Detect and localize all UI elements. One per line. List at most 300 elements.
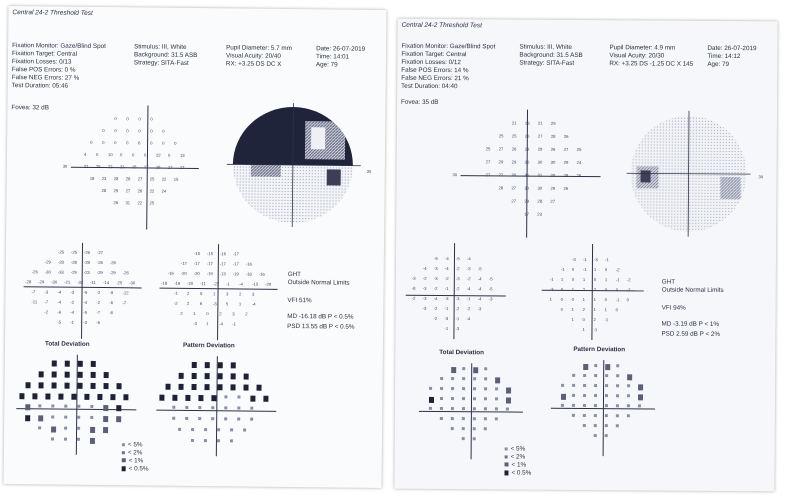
total-deviation-grid	[403, 255, 508, 340]
grid-value: -7	[122, 300, 127, 306]
grid-value: 13	[179, 152, 185, 158]
probability-symbol	[218, 384, 223, 390]
probability-symbol	[462, 397, 465, 400]
grid-value: 5	[199, 291, 203, 297]
stimulus: Stimulus: III, White	[519, 43, 572, 51]
grid-value: 1	[193, 310, 196, 317]
probability-symbol	[71, 394, 76, 400]
grid-value: -5	[488, 286, 493, 292]
grid-value: 27	[537, 133, 543, 139]
grid-value: -5	[477, 266, 482, 272]
grid-value: 2	[245, 311, 248, 317]
grid-value: -27	[96, 249, 104, 256]
probability-symbol	[583, 424, 586, 427]
grid-value: 0	[150, 128, 153, 134]
grid-value: 28	[125, 176, 131, 182]
grid-value: -16	[245, 261, 252, 267]
probability-symbol	[90, 438, 95, 444]
grid-value: -2	[44, 309, 49, 315]
probability-symbol	[484, 407, 487, 410]
probability-symbol	[217, 428, 220, 431]
probability-symbol	[462, 407, 465, 410]
grid-value: -2	[70, 299, 75, 305]
grid-value: -4	[477, 276, 482, 282]
probability-symbol	[91, 383, 96, 389]
probability-symbol	[64, 438, 67, 441]
probability-symbol	[594, 434, 597, 437]
grid-value: -20	[180, 270, 187, 276]
probability-symbol	[97, 394, 102, 400]
grid-value: 21	[511, 120, 517, 126]
probability-symbol	[583, 374, 586, 377]
grid-value: -3	[571, 256, 576, 262]
grid-value: -25	[116, 280, 123, 286]
grid-value: 0	[150, 116, 153, 122]
grid-value: 26	[137, 188, 143, 194]
grid-value: -4	[466, 256, 471, 262]
grid-value: 2	[582, 286, 586, 292]
test-duration: Test Duration: 04:40	[401, 82, 458, 91]
legend-5: < 5%	[127, 441, 143, 449]
probability-symbol	[572, 374, 575, 377]
probability-symbol	[52, 361, 57, 367]
grid-value: 29	[524, 146, 530, 152]
grid-value: -1	[70, 319, 74, 325]
grid-value: 2	[186, 300, 190, 306]
false-pos-errors: False POS Errors: 0 %	[11, 66, 76, 74]
probability-symbol	[484, 397, 487, 400]
grid-value: 30	[524, 185, 530, 191]
probability-symbol	[65, 372, 70, 378]
grid-value: 29	[511, 159, 517, 165]
grid-value: -23	[83, 269, 90, 275]
probability-symbol	[605, 374, 608, 377]
grid-value: 2	[186, 290, 190, 296]
probability-symbol	[39, 382, 44, 388]
grid-value: 28	[113, 176, 119, 182]
grid-value: 1	[582, 296, 586, 302]
grid-value: -6	[109, 300, 114, 306]
probability-symbol	[506, 397, 511, 403]
probability-symbol	[616, 394, 619, 397]
fovea-value: Fovea: 35 dB	[401, 98, 439, 106]
grid-value: -5	[83, 289, 88, 295]
grid-value: 0	[102, 128, 105, 134]
grid-value: -4	[444, 266, 449, 272]
grid-value: -1	[444, 286, 449, 292]
probability-symbol	[191, 439, 194, 442]
probability-symbol	[123, 394, 128, 400]
grid-value: -17	[232, 261, 239, 267]
threshold-grid	[72, 115, 203, 226]
probability-symbol	[561, 384, 564, 387]
probability-symbol	[65, 361, 70, 367]
grid-value: -3	[44, 289, 49, 295]
probability-symbol	[462, 417, 465, 420]
grid-value: 22	[149, 188, 155, 194]
rx: RX: +3.25 DS -1.25 DC X 145	[609, 60, 694, 68]
grid-value: -4	[477, 296, 482, 302]
grid-value: 16	[155, 164, 161, 170]
grid-value: -16	[167, 270, 174, 276]
grid-value: 0	[162, 128, 165, 134]
probability-symbol	[451, 407, 454, 410]
probability-symbol	[77, 438, 80, 441]
probability-symbol	[237, 395, 240, 398]
probability-symbol	[243, 429, 246, 432]
probability-symbol	[192, 362, 197, 368]
probability-symbol	[605, 364, 610, 370]
left-eye-report	[4, 6, 387, 488]
grid-value: -1	[173, 290, 178, 296]
probability-symbol	[616, 384, 619, 387]
grid-value: 0	[615, 307, 618, 313]
probability-symbol	[572, 414, 575, 417]
grid-value: 26	[576, 172, 582, 178]
probability-symbol	[117, 383, 122, 389]
grid-value: -13	[219, 271, 226, 277]
grid-value: -29	[96, 269, 103, 276]
strategy: Strategy: SITA-Fast	[519, 59, 575, 67]
grid-value: 31	[125, 200, 131, 206]
probability-symbol	[451, 377, 454, 380]
probability-symbol	[495, 397, 498, 400]
grid-value: -2	[466, 276, 471, 282]
grid-value: -3	[212, 301, 217, 307]
grid-value: -26	[31, 269, 38, 275]
grid-value: 29	[563, 172, 569, 178]
grid-value: 25	[149, 176, 155, 182]
background: Background: 31.5 ASB	[519, 51, 583, 59]
grid-value: 23	[537, 211, 542, 217]
grid-value: -4	[57, 289, 62, 295]
pattern-deviation-grid	[541, 256, 646, 341]
probability-symbol	[495, 387, 498, 390]
grid-value: -15	[193, 250, 201, 257]
fixation-monitor: Fixation Monitor: Gaze/Blind Spot	[12, 42, 106, 51]
background: Background: 31.5 ASB	[133, 51, 198, 60]
grid-value: 0	[138, 116, 141, 122]
axis-label-right: 30	[366, 168, 372, 174]
probability-symbol	[237, 406, 240, 409]
grid-value: 17	[167, 164, 173, 170]
probability-symbol	[451, 367, 456, 373]
md: MD -16.18 dB P < 0.5%	[287, 312, 354, 321]
total-deviation-label: Total Deviation	[44, 340, 90, 348]
grid-value: 30	[524, 159, 530, 165]
grid-value: -1	[582, 266, 587, 273]
grid-value: 22	[137, 200, 143, 206]
grid-value: -26	[122, 270, 129, 276]
probability-symbol	[583, 404, 586, 407]
grid-value: -3	[549, 286, 554, 292]
probability-symbol	[38, 415, 43, 421]
grid-value: 0	[126, 128, 129, 134]
grid-value: -25	[70, 249, 78, 255]
probability-symbol	[594, 384, 597, 387]
grid-value: -2	[433, 285, 438, 291]
grid-value: -19	[232, 271, 239, 277]
probability-symbol	[38, 404, 41, 407]
probability-symbol	[263, 396, 268, 402]
probability-symbol	[39, 371, 44, 377]
probability-symbol	[627, 374, 632, 380]
legend-2: < 2%	[127, 449, 143, 457]
grid-value: 0	[593, 277, 597, 283]
probability-symbol	[237, 417, 240, 420]
grid-value: 1	[582, 326, 585, 332]
probability-symbol	[231, 362, 236, 368]
grid-value: -3	[422, 305, 427, 311]
pattern-deviation-grid	[159, 250, 280, 339]
grid-value: -20	[193, 270, 200, 277]
grid-value: 1	[604, 277, 608, 283]
probability-symbol	[178, 428, 181, 431]
fixation-losses: Fixation Losses: 0/12	[401, 58, 461, 67]
grid-value: 2	[582, 306, 585, 312]
probability-symbol	[484, 387, 487, 390]
probability-symbol	[572, 404, 575, 407]
vfi: VFI 51%	[287, 296, 312, 305]
grid-value: -7	[44, 299, 49, 305]
grid-value: -8	[411, 285, 416, 291]
grid-value: 2	[219, 311, 222, 317]
grid-value: 0	[95, 151, 99, 157]
fixation-monitor: Fixation Monitor: Gaze/Blind Spot	[401, 42, 496, 51]
probability-symbol	[90, 427, 95, 433]
false-pos-errors: False POS Errors: 14 %	[401, 66, 469, 75]
grid-value: 27	[485, 159, 491, 165]
probability-symbol	[32, 393, 37, 399]
grid-value: 0	[162, 140, 165, 146]
probability-symbol	[429, 387, 432, 390]
grid-value: -17	[232, 251, 240, 257]
grid-value: -4	[70, 309, 75, 315]
probability-symbol	[506, 387, 511, 393]
grid-value: 30	[537, 159, 543, 165]
probability-symbol	[473, 377, 476, 380]
probability-symbol	[429, 407, 432, 410]
probability-symbol	[473, 367, 478, 373]
probability-symbol	[506, 407, 509, 410]
grid-value: 0	[126, 140, 129, 146]
grid-value: -2	[615, 267, 620, 273]
total-deviation-probability-plot	[421, 367, 526, 461]
grid-value: -1	[582, 256, 587, 263]
grid-value: -3	[455, 296, 460, 302]
grid-value: 28	[498, 185, 504, 191]
test-duration: Test Duration: 05:46	[11, 82, 69, 90]
grid-value: -30	[51, 279, 58, 285]
grid-value: -1	[549, 276, 554, 282]
psd: PSD 13.55 dB P < 0.5%	[287, 322, 355, 331]
grid-value: 22	[155, 152, 161, 158]
grid-value: 3	[251, 291, 255, 297]
probability-symbol	[77, 405, 80, 408]
grid-value: 0	[114, 116, 117, 122]
grid-value: -26	[83, 249, 91, 255]
grid-value: -3	[455, 326, 460, 332]
fixation-losses: Fixation Losses: 0/13	[11, 58, 72, 66]
probability-symbol	[45, 393, 50, 399]
grid-value: 29	[537, 146, 543, 152]
probability-symbol	[605, 424, 608, 427]
grid-value: 29	[550, 185, 556, 191]
grid-value: -21	[64, 279, 71, 285]
time: Time: 14:12	[707, 52, 741, 61]
grid-value: 0	[119, 152, 123, 158]
grid-value: 17	[179, 164, 185, 170]
grid-value: 0	[206, 311, 209, 317]
probability-symbol	[594, 424, 597, 427]
grid-value: 24	[576, 159, 582, 165]
grid-value: 21	[83, 163, 89, 169]
grid-value: 26	[113, 200, 119, 206]
axis-label-left: 30	[452, 172, 458, 178]
grid-value: -4	[239, 281, 243, 287]
grid-value: -32	[77, 279, 84, 285]
visual-acuity: Visual Acuity: 20/40	[225, 52, 281, 60]
grid-value: 28	[537, 198, 543, 204]
grid-value: -5	[57, 319, 61, 325]
grid-value: 13	[524, 120, 530, 126]
grid-value: 0	[174, 140, 177, 146]
grid-value: 3	[232, 311, 235, 317]
grid-value: 0	[571, 296, 575, 302]
grid-value: 25	[485, 146, 491, 152]
grid-value: -2	[433, 315, 438, 321]
probability-symbol	[198, 395, 203, 401]
grid-value: 25	[511, 133, 517, 139]
grid-value: -7	[31, 289, 36, 295]
probability-symbol	[52, 372, 57, 378]
grid-value: -29	[44, 259, 51, 265]
grid-value: 0	[167, 152, 171, 158]
probability-symbol	[495, 377, 500, 383]
grid-value: -1	[232, 321, 236, 327]
grid-value: -6	[57, 309, 62, 315]
probability-symbol	[224, 406, 227, 409]
probability-symbol	[605, 434, 608, 437]
probability-symbol	[561, 394, 566, 400]
probability-symbol	[51, 438, 54, 441]
probability-symbol	[211, 417, 214, 420]
grid-value: -15	[252, 281, 259, 287]
grid-value: -6	[96, 319, 100, 326]
probability-symbol	[84, 394, 89, 400]
psd: PSD 2.59 dB P < 2%	[661, 330, 721, 338]
grid-value: 0	[582, 316, 585, 322]
probability-symbol	[451, 417, 454, 420]
grid-value: -2	[173, 300, 178, 306]
probability-symbol	[627, 384, 630, 387]
legend-5: < 5%	[510, 445, 526, 453]
probability-symbol	[204, 428, 207, 431]
report-title: Central 24-2 Threshold Test	[401, 21, 482, 30]
grid-value: 28	[550, 133, 556, 139]
probability-symbol	[103, 405, 108, 411]
probability-symbol	[91, 361, 96, 367]
grid-value: -1	[444, 326, 449, 332]
probability-symbol	[616, 374, 619, 377]
grid-value: -18	[161, 280, 168, 286]
false-neg-errors: False NEG Errors: 27 %	[11, 74, 80, 82]
probability-symbol	[78, 361, 83, 367]
total-deviation-label: Total Deviation	[439, 348, 485, 357]
grid-value: -2	[411, 295, 416, 301]
grid-value: -26	[109, 260, 116, 266]
fovea-value: Fovea: 32 dB	[11, 104, 49, 112]
report-title: Central 24-2 Threshold Test	[12, 9, 93, 17]
grid-value: 0	[126, 116, 129, 122]
grid-value: -29	[38, 279, 45, 285]
probability-symbol	[244, 374, 249, 380]
grid-value: 22	[161, 176, 167, 182]
stimulus: Stimulus: III, White	[134, 43, 187, 51]
grid-value: 27	[550, 198, 556, 204]
probability-symbol	[462, 427, 465, 430]
grid-value: -6	[109, 310, 114, 316]
probability-symbol	[250, 418, 253, 421]
grid-value: -25	[57, 249, 65, 255]
probability-symbol	[217, 439, 220, 442]
grid-value: 1	[560, 276, 564, 282]
grid-value: -17	[193, 260, 200, 267]
grid-value: -2	[455, 286, 460, 292]
axis-label-right: 30	[758, 174, 764, 180]
grayscale-plot	[220, 102, 365, 228]
grid-value: 25	[498, 133, 504, 139]
grid-value: 25	[95, 163, 101, 170]
grid-value: -2	[422, 275, 427, 281]
grid-value: -28	[25, 279, 32, 285]
probability-symbol	[52, 383, 57, 389]
grid-value: 26	[563, 133, 569, 139]
grid-value: 31	[537, 172, 543, 178]
probability-symbol	[638, 394, 643, 400]
grid-value: 1	[593, 267, 597, 273]
probability-symbol	[473, 417, 476, 420]
probability-symbol	[616, 404, 619, 407]
grid-value: 0	[102, 140, 105, 146]
probability-symbol	[594, 404, 597, 407]
grid-value: 0	[150, 140, 153, 146]
grid-value: 0	[571, 266, 575, 272]
probability-symbol	[440, 407, 443, 410]
visual-acuity: Visual Acuity: 20/30	[609, 52, 665, 60]
grid-value: 1	[571, 316, 574, 322]
ght-value: Outside Normal Limits	[287, 278, 350, 287]
grid-value: 0	[560, 286, 564, 292]
probability-symbol	[473, 397, 476, 400]
probability-symbol	[495, 417, 498, 420]
probability-symbol	[256, 385, 261, 391]
probability-symbol	[462, 377, 465, 380]
grid-value: 26	[563, 185, 569, 191]
grid-value: -3	[466, 266, 471, 272]
probability-symbol	[204, 439, 207, 442]
grid-value: 21	[119, 164, 125, 170]
grid-value: -2	[433, 305, 438, 311]
grid-value: 27	[137, 176, 143, 182]
grid-value: 29	[498, 159, 504, 165]
probability-symbol	[462, 437, 465, 440]
grid-value: -12	[122, 290, 129, 296]
probability-symbol	[605, 384, 608, 387]
probability-symbol	[185, 395, 190, 401]
grid-value: 27	[125, 188, 131, 194]
grid-value: 25	[113, 188, 119, 194]
